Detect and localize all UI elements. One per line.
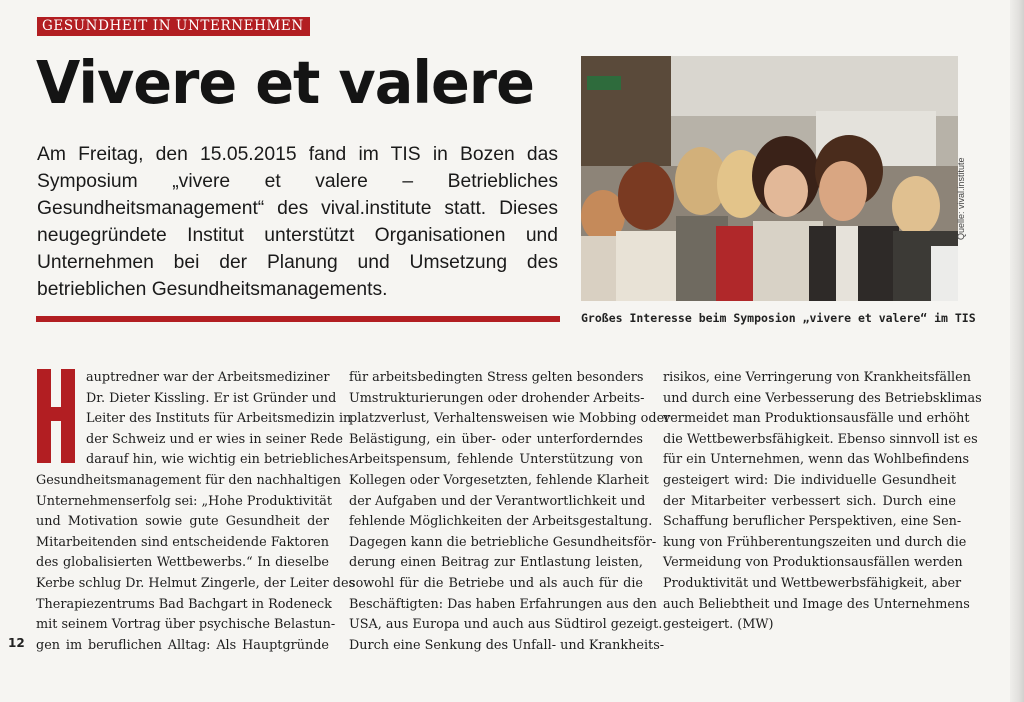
body-text-line: fehlende Möglichkeiten der Arbeitsgestaltung. [349,514,653,530]
page-number: 12 [8,636,25,650]
body-text-line: für arbeitsbedingten Stress gelten besonders [349,370,644,385]
body-text-line: des globalisierten Wettbewerbs.“ In dieselbe [36,555,329,571]
body-text-line: Gesundheitsmanagement für den nachhaltigen [36,472,341,488]
body-column-3 [663,368,982,636]
body-text-line: Leiter des Instituts für Arbeitsmedizin in [86,411,352,427]
body-text-line: und durch eine Verbesserung des Betriebsklimas [663,390,982,406]
body-text-line: mit seinem Vortrag über psychische Belastun- [36,617,336,633]
article-headline: Vivere et valere [36,48,534,117]
body-text-line: Mitarbeitenden sind entscheidende Faktoren [36,534,329,550]
body-text-line: derung einen Beitrag zur Entlastung leisten, [349,555,643,571]
body-text-line: Durch eine Senkung des Unfall- und Krankheits- [349,637,665,653]
body-text-line: darauf hin, wie wichtig ein betriebliches [86,452,349,468]
body-text-line: Beschäftigten: Das haben Erfahrungen aus den [349,596,657,612]
body-text-line: Schaffung beruflicher Perspektiven, eine Sen- [663,514,962,530]
photo-caption: Großes Interesse beim Symposion „vivere et valere“ im TIS [581,311,976,325]
body-text-line: kung von Frühberentungszeiten und durch die [663,534,967,550]
body-text-line: der Schweiz und er wies in seiner Rede [86,431,343,447]
body-text-line: für ein Unternehmen, wenn das Wohlbefindens [663,452,970,468]
body-text-line: Kerbe schlug Dr. Helmut Zingerle, der Leiter des [36,575,356,591]
body-text-line: auch Beliebtheit und Image des Unternehmens [663,596,970,612]
body-text-line: sowohl für die Betriebe und als auch für die [349,575,643,591]
body-text-line: Belästigung, ein über- oder unterforderndes [349,431,643,447]
body-text-line: Dagegen kann die betriebliche Gesundheitsför- [349,534,657,550]
body-text-line: vermeidet man Produktionsausfälle und erhöht [663,411,970,427]
body-text-line: Unternehmenserfolg sei: „Hohe Produktivität [36,493,332,509]
body-column-2 [349,368,671,656]
page-edge [1010,0,1024,702]
red-divider-rule [36,316,560,322]
body-text-line: Vermeidung von Produktionsausfällen werden [663,555,963,571]
body-text-line: risikos, eine Verringerung von Krankheitsfällen [663,370,971,385]
symposium-audience-photo [581,56,958,301]
body-text-line: Dr. Dieter Kissling. Er ist Gründer und [86,390,337,406]
body-text-line: der Mitarbeiter verbessert sich. Durch eine [663,493,956,509]
body-text-line: und Motivation sowie gute Gesundheit der [36,514,329,530]
body-text-line: Arbeitspensum, fehlende Unterstützung von [349,452,643,468]
photo-illustration [581,56,958,301]
body-text-line: gesteigert. (MW) [663,617,774,633]
body-text-line: Kollegen oder Vorgesetzten, fehlende Klarheit [349,472,649,488]
body-text-line: gen im beruflichen Alltag: Als Hauptgründe [36,637,329,653]
body-text-line: USA, aus Europa und auch aus Südtirol gezeigt. [349,617,663,633]
body-text-line: platzverlust, Verhaltensweisen wie Mobbing oder [349,411,671,427]
body-text-line: auptredner war der Arbeitsmediziner [86,370,330,385]
body-column-1 [36,368,356,656]
body-text-line: Therapiezentrums Bad Bachgart in Rodeneck [36,596,332,612]
article-lead: Am Freitag, den 15.05.2015 fand im TIS in Bozen das Symposium „vivere et valere – Betriebliches Gesundheitsmanagement“ des vival.institute statt. Dieses neugegründete Institut unterstützt Organisationen und Unternehmen bei der Planung und Umsetzung des betrieblichen Gesundheitsmanagements. [37,144,558,300]
body-text-line: Umstrukturierungen oder drohender Arbeits- [349,390,645,406]
dropcap-letter-h [37,369,75,463]
body-text-line: der Aufgaben und der Verantwortlichkeit und [349,493,646,509]
body-text-line: gesteigert wird: Die individuelle Gesundheit [663,472,956,488]
photo-credit: Quelle: vival.institute [956,157,966,240]
body-text-line: Produktivität und Wettbewerbsfähigkeit, aber [663,575,962,591]
body-text-line: die Wettbewerbsfähigkeit. Ebenso sinnvoll ist es [663,431,978,447]
section-rubric: GESUNDHEIT IN UNTERNEHMEN [37,17,310,36]
